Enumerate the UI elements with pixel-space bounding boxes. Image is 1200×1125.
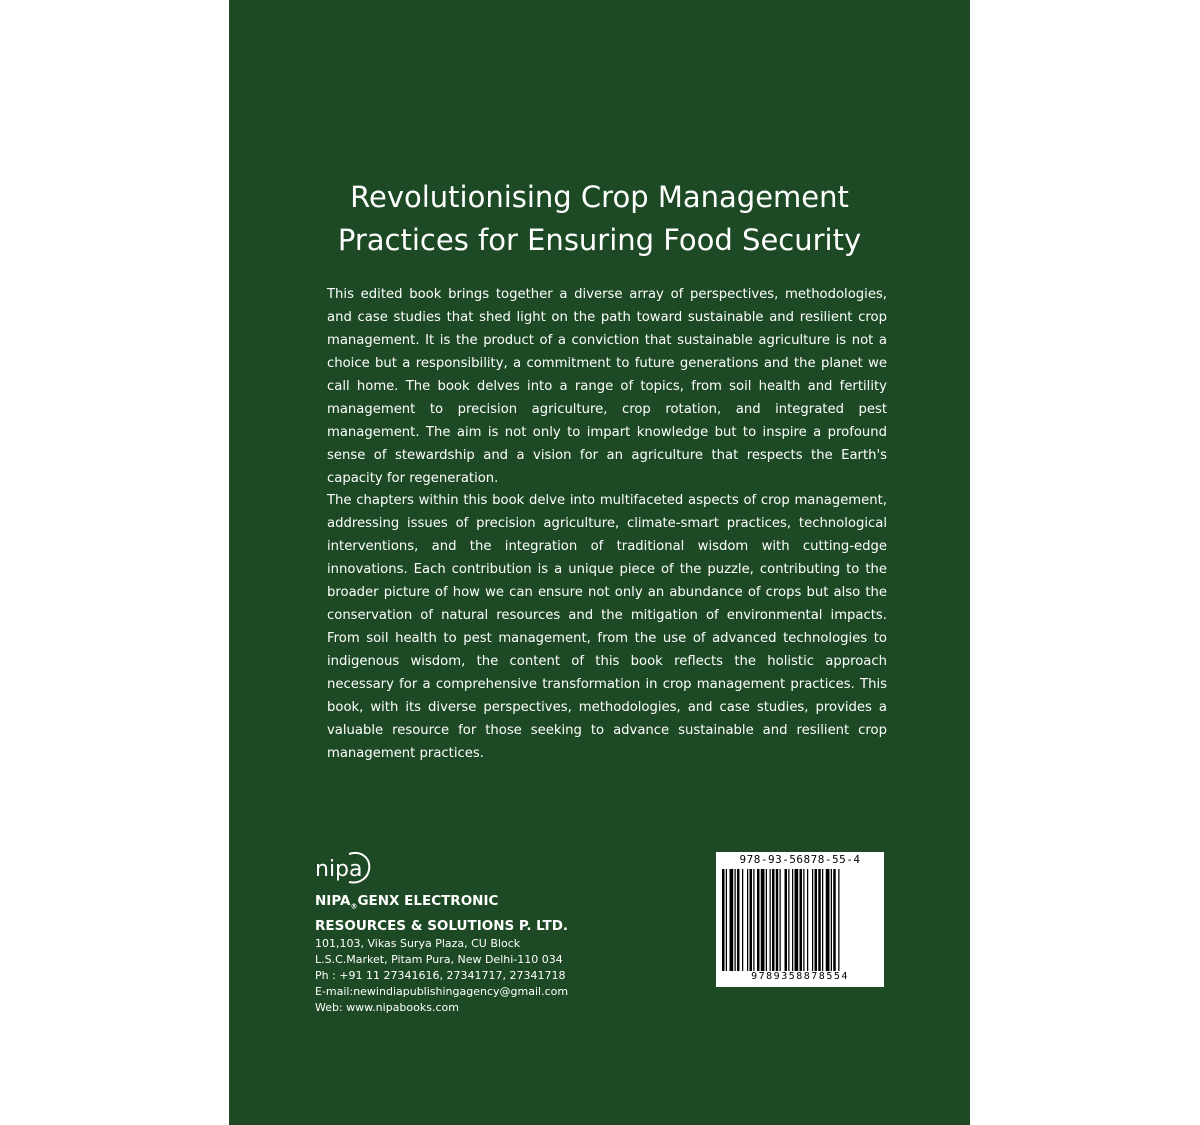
barcode-bar — [730, 869, 734, 971]
publisher-name-part-2: GENX ELECTRONIC — [357, 893, 499, 909]
barcode-bar — [807, 869, 808, 971]
publisher-name-line-1 — [315, 892, 568, 917]
barcode-bar — [761, 869, 765, 971]
barcode-bar — [795, 869, 799, 971]
barcode-digits: 9789358878554 — [751, 971, 849, 982]
isbn-label: 978-93-56878-55-4 — [739, 853, 861, 866]
barcode-bar — [785, 869, 788, 971]
publisher-address-2: L.S.C.Market, Pitam Pura, New Delhi-110 034 — [315, 952, 563, 966]
publisher-block — [315, 892, 568, 1016]
nipa-logo-icon — [313, 848, 373, 888]
barcode-bar — [726, 869, 727, 971]
barcode-bar — [776, 869, 779, 971]
barcode-bar — [826, 869, 830, 971]
barcode-bars — [722, 869, 878, 971]
barcode-bar — [803, 869, 804, 971]
title-line-2: Practices for Ensuring Food Security — [337, 223, 862, 257]
publisher-address-1: 101,103, Vikas Surya Plaza, CU Block — [315, 936, 521, 950]
barcode-bar — [757, 869, 760, 971]
barcode-bar — [735, 869, 736, 971]
book-title — [229, 176, 970, 262]
barcode-bar — [753, 869, 754, 971]
blurb-paragraph-2: The chapters within this book delve into multifaceted aspects of crop management, addressing issues of precision agriculture, climate-smart practices, technological interventions, and the integration of traditional wisdom with cutting-edge innovations. Each contribution is a unique piece of the puzzle, contributing to the broader picture of how we can ensure not only an abundance of crops but also the conservation of natural resources and the mitigation of environmental impacts. From soil health to pest management, from the use of advanced technologies to indigenous wisdom, the content of this book reflects the holistic approach necessary for a comprehensive transformation in crop management practices. This book, with its diverse perspectives, methodologies, and case studies, provides a valuable resource for those seeking to advance sustainable and resilient crop management practices. — [327, 493, 887, 761]
barcode-bar — [838, 869, 839, 971]
publisher-email: E-mail:newindiapublishingagency@gmail.com — [315, 984, 569, 998]
barcode-bar — [812, 869, 813, 971]
publisher-web: Web: www.nipabooks.com — [315, 1000, 459, 1014]
barcode-bar — [750, 869, 753, 971]
barcode-bar — [818, 869, 821, 971]
isbn-barcode — [716, 852, 884, 987]
barcode-bar — [833, 869, 836, 971]
barcode-bar — [766, 869, 767, 971]
publisher-name-line-2: RESOURCES & SOLUTIONS P. LTD. — [315, 917, 569, 934]
back-cover — [229, 0, 970, 1125]
logo-text: nipa — [315, 857, 363, 882]
registered-mark: ® — [350, 902, 358, 911]
blurb-paragraph-1: This edited book brings together a diverse array of perspectives, methodologies, and case studies that shed light on the path toward sustainable and resilient crop management. It is the product of a conviction that sustainable agriculture is not a choice but a responsibility, a commitment to future generations and the planet we call home. The book delves into a range of topics, from soil health and fertility management to precision agriculture, crop rotation, and integrated pest management. The aim is not only to impart knowledge but to inspire a profound sense of stewardship and a vision for an agriculture that respects the Earth's capacity for regeneration. — [327, 287, 887, 486]
barcode-bar — [780, 869, 781, 971]
barcode-bar — [792, 869, 793, 971]
barcode-bar — [788, 869, 789, 971]
barcode-bar — [815, 869, 818, 971]
barcode-bar — [772, 869, 775, 971]
publisher-phone: Ph : +91 11 27341616, 27341717, 27341718 — [315, 968, 566, 982]
barcode-bar — [737, 869, 740, 971]
barcode-bar — [770, 869, 771, 971]
title-line-1: Revolutionising Crop Management — [350, 180, 849, 214]
barcode-bar — [742, 869, 743, 971]
publisher-name-part-1: NIPA — [315, 893, 351, 909]
barcode-bar — [822, 869, 823, 971]
barcode-bar — [831, 869, 832, 971]
barcode-bar — [747, 869, 748, 971]
barcode-bar — [800, 869, 803, 971]
barcode-bar — [722, 869, 725, 971]
